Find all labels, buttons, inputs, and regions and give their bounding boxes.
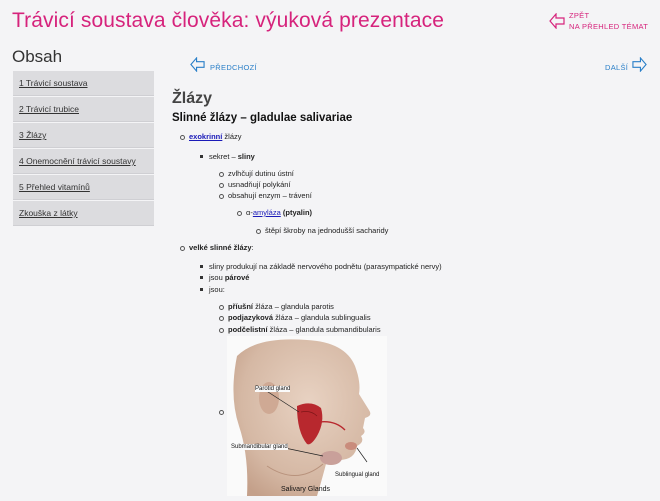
list-item xyxy=(228,325,381,334)
amylase-bold: (ptyalin) xyxy=(280,208,313,217)
toc-link-travici-soustava[interactable]: 1 Trávicí soustava xyxy=(19,78,88,88)
list-item xyxy=(228,180,291,189)
list-item xyxy=(246,208,312,217)
secret-item: usnadňují polykání xyxy=(228,180,291,189)
previous-label: PŘEDCHOZÍ xyxy=(210,62,257,72)
label-submandibular: Submandibular gland xyxy=(231,444,288,450)
toc-link-vitaminy[interactable]: 5 Přehled vitamínů xyxy=(19,182,90,192)
toc-item[interactable] xyxy=(13,201,154,226)
next-label: DALŠÍ xyxy=(605,62,629,72)
large-glands-rest: : xyxy=(251,243,254,252)
secret-text: sekret – xyxy=(209,152,238,161)
large-glands-bold: velké slinné žlázy xyxy=(189,243,252,252)
amylase-link[interactable]: amyláza xyxy=(252,208,281,217)
large-item-bold: párové xyxy=(224,273,250,282)
list-item xyxy=(265,226,388,235)
amylase-note: štěpí škroby na jednodušší sacharidy xyxy=(265,226,389,235)
right-arrow-icon xyxy=(632,57,647,77)
toc-link-onemocneni[interactable]: 4 Onemocnění trávicí soustavy xyxy=(19,156,136,166)
toc-item[interactable] xyxy=(13,149,154,174)
salivary-glands-figure xyxy=(227,336,387,496)
page-title: Trávicí soustava člověka: výuková prezentace xyxy=(12,9,444,32)
toc-link-travici-trubice[interactable]: 2 Trávicí trubice xyxy=(19,104,79,114)
gland-bold: podčelistní xyxy=(228,325,268,334)
label-parotid: Parotid gland xyxy=(255,386,291,392)
secret-item: zvlhčují dutinu ústní xyxy=(228,169,294,178)
list-item xyxy=(228,191,312,200)
secret-bold: sliny xyxy=(237,152,255,161)
amylase-prefix: α- xyxy=(246,208,253,217)
gland-text: žláza – glandula parotis xyxy=(253,302,334,311)
list-item xyxy=(209,273,249,282)
gland-text: žláza – glandula sublingualis xyxy=(273,313,371,322)
toc-item[interactable] xyxy=(13,123,154,148)
list-item xyxy=(209,262,442,271)
toc-title: Obsah xyxy=(12,47,63,66)
subsection-title: Slinné žlázy – gladulae salivariae xyxy=(172,112,353,124)
back-label-line1: ZPĚT xyxy=(569,11,590,20)
list-item xyxy=(189,243,254,252)
toc-list xyxy=(13,71,154,227)
toc-item[interactable] xyxy=(13,175,154,200)
section-title: Žlázy xyxy=(172,90,213,107)
list-item xyxy=(228,169,294,178)
list-item xyxy=(228,302,334,311)
label-sublingual: Sublingual gland xyxy=(335,472,380,478)
exocrine-link[interactable]: exokrinní xyxy=(189,132,223,141)
back-arrow-icon xyxy=(549,10,565,34)
gland-bold: příušní xyxy=(228,302,254,311)
list-item xyxy=(189,132,242,141)
next-button[interactable] xyxy=(605,57,647,77)
previous-button[interactable] xyxy=(190,57,257,77)
back-to-topics-link[interactable] xyxy=(549,10,659,40)
toc-link-zlazy[interactable]: 3 Žlázy xyxy=(19,130,47,140)
exocrine-text: žlázy xyxy=(222,132,242,141)
toc-item[interactable] xyxy=(13,97,154,122)
back-label-line2: NA PŘEHLED TÉMAT xyxy=(569,22,649,31)
secret-item: obsahují enzym – trávení xyxy=(228,191,312,200)
large-item-text: sliny produkují na základě nervového podnětu (parasympatické nervy) xyxy=(209,262,442,271)
list-item xyxy=(209,285,225,294)
toc-item[interactable] xyxy=(13,71,154,96)
toc-link-zkouska[interactable]: Zkouška z látky xyxy=(19,208,78,218)
figure-caption: Salivary Glands xyxy=(281,486,331,493)
gland-bold: podjazyková xyxy=(228,313,274,322)
left-arrow-icon xyxy=(190,57,205,77)
large-item-text: jsou xyxy=(209,273,225,282)
large-item-text: jsou: xyxy=(209,285,225,294)
list-item xyxy=(209,152,255,161)
gland-text: žláza – glandula submandibularis xyxy=(267,325,381,334)
list-item xyxy=(228,313,371,322)
